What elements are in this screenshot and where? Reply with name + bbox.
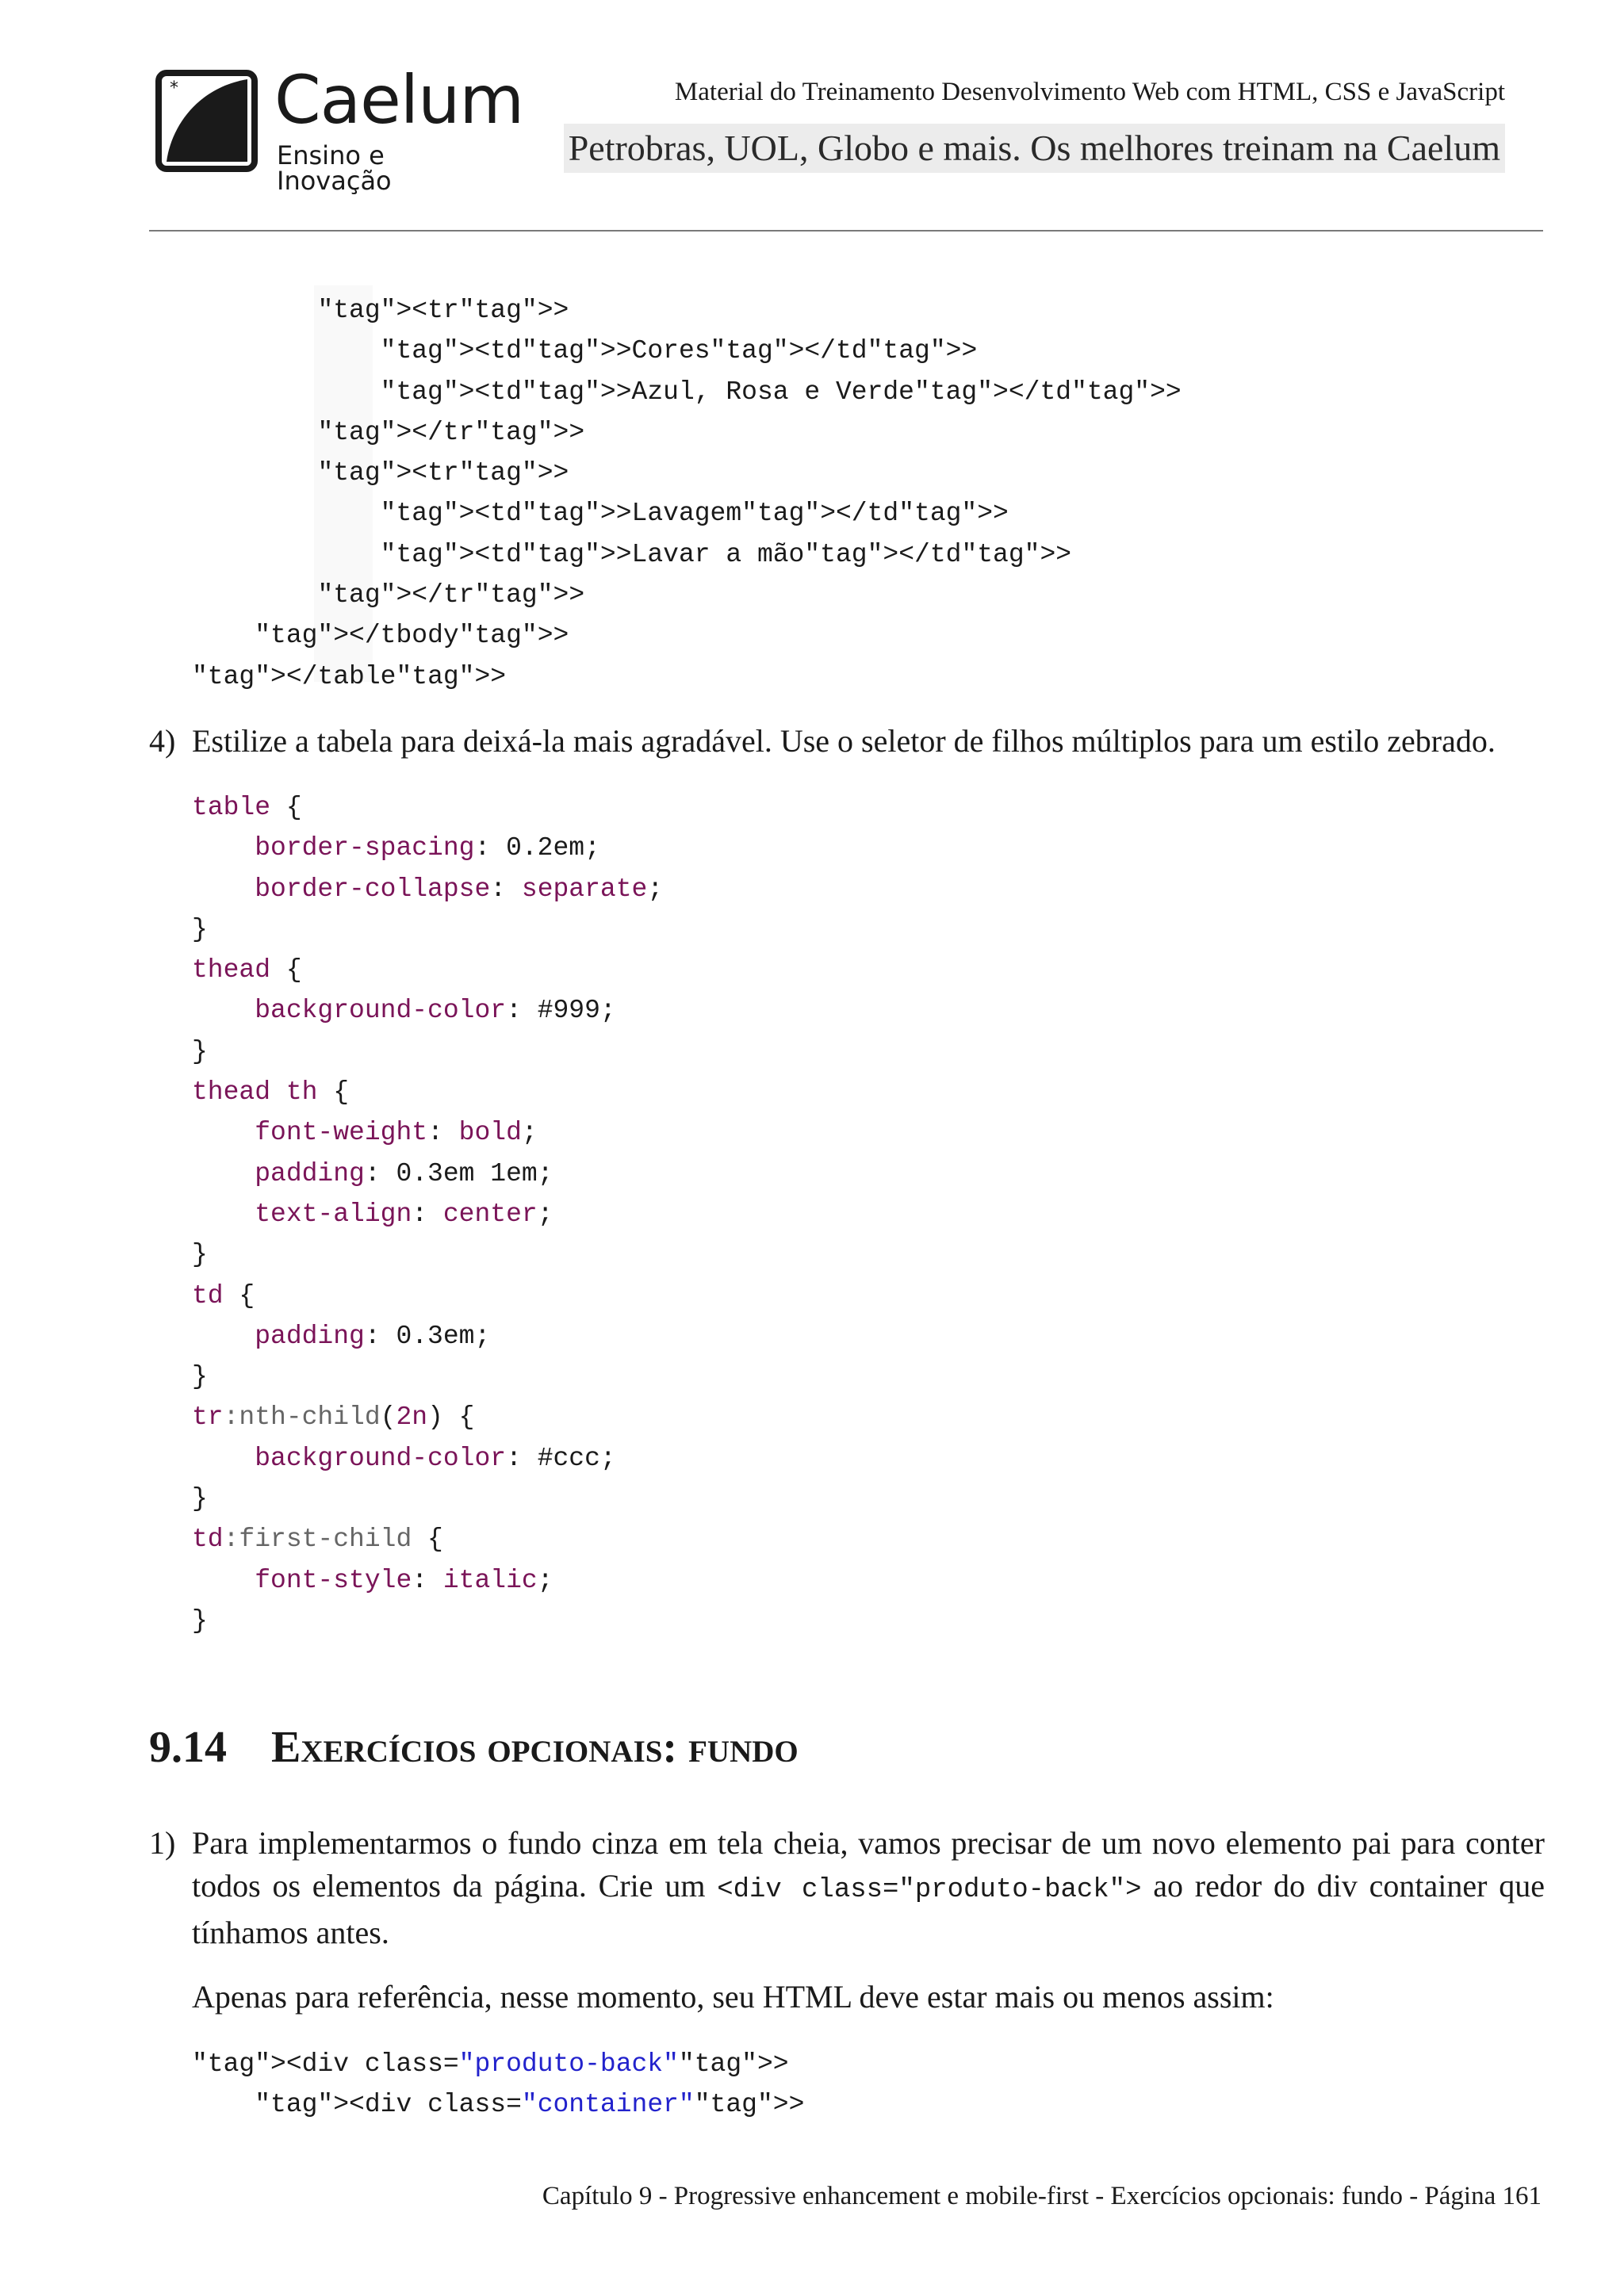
- code-block-html-table: "tag"><tr"tag">> "tag"><td"tag">>Cores"tag"></td"tag">> "tag"><td"tag">>Azul, Rosa e Verde"tag"></td"tag">> "tag"></tr"tag">> "tag"><tr"tag">> "tag"><td"tag">>Lavagem"tag"></td"tag">> "tag"><td"tag">>Lavar a mão"tag"></td"tag">> "tag"></tr"tag">> "tag"></tbody"tag">> "tag"></table"tag">>: [192, 296, 1182, 691]
- logo-tagline: Ensino e Inovação: [277, 140, 392, 196]
- header-divider: [149, 230, 1543, 232]
- item-text-part: ao redor do div container que tínhamos antes.: [192, 1868, 1545, 1950]
- reference-text: Apenas para referência, nesse momento, seu HTML deve estar mais ou menos assim:: [192, 1979, 1274, 2015]
- list-item-number: 4): [149, 723, 176, 759]
- item-text-part: Para implementarmos o fundo cinza em tela cheia, vamos precisar de um novo elemento pai para conter todos os elementos da página. Crie um: [192, 1825, 1545, 1904]
- code-block-css: table { border-spacing: 0.2em; border-collapse: separate; } thead { background-color: #999; } thead th { font-weight: bold; padding: 0.3em 1em; text-align: center; } td { padding: 0.3em; } tr:nth-child(2n) { background-color: #ccc; } td:first-child { font-style: italic; }: [192, 793, 664, 1636]
- caelum-logo: [155, 61, 524, 196]
- inline-code: <div class="produto-back">: [717, 1875, 1142, 1905]
- section-heading: [149, 1722, 799, 1773]
- list-item-text: [192, 1822, 1545, 1954]
- list-item-number: 1): [149, 1825, 176, 1861]
- logo-mark-icon: [155, 70, 258, 172]
- code-block-html-produto-back: "tag"><div class="produto-back""tag">> "tag"><div class="container""tag">>: [192, 2049, 805, 2120]
- material-title: Material do Treinamento Desenvolvimento Web com HTML, CSS e JavaScript: [674, 78, 1505, 106]
- header-slogan: Petrobras, UOL, Globo e mais. Os melhores treinam na Caelum: [564, 124, 1505, 173]
- list-item-text: Estilize a tabela para deixá-la mais agradável. Use o seletor de filhos múltiplos para um estilo zebrado.: [192, 723, 1496, 759]
- section-title: Exercícios opcionais: fundo: [271, 1723, 799, 1772]
- logo-name: Caelum: [274, 61, 524, 139]
- page-footer: Capítulo 9 - Progressive enhancement e mobile-first - Exercícios opcionais: fundo - Página 161: [542, 2182, 1542, 2210]
- section-number: 9.14: [149, 1723, 227, 1772]
- svg-text:*: *: [170, 78, 178, 98]
